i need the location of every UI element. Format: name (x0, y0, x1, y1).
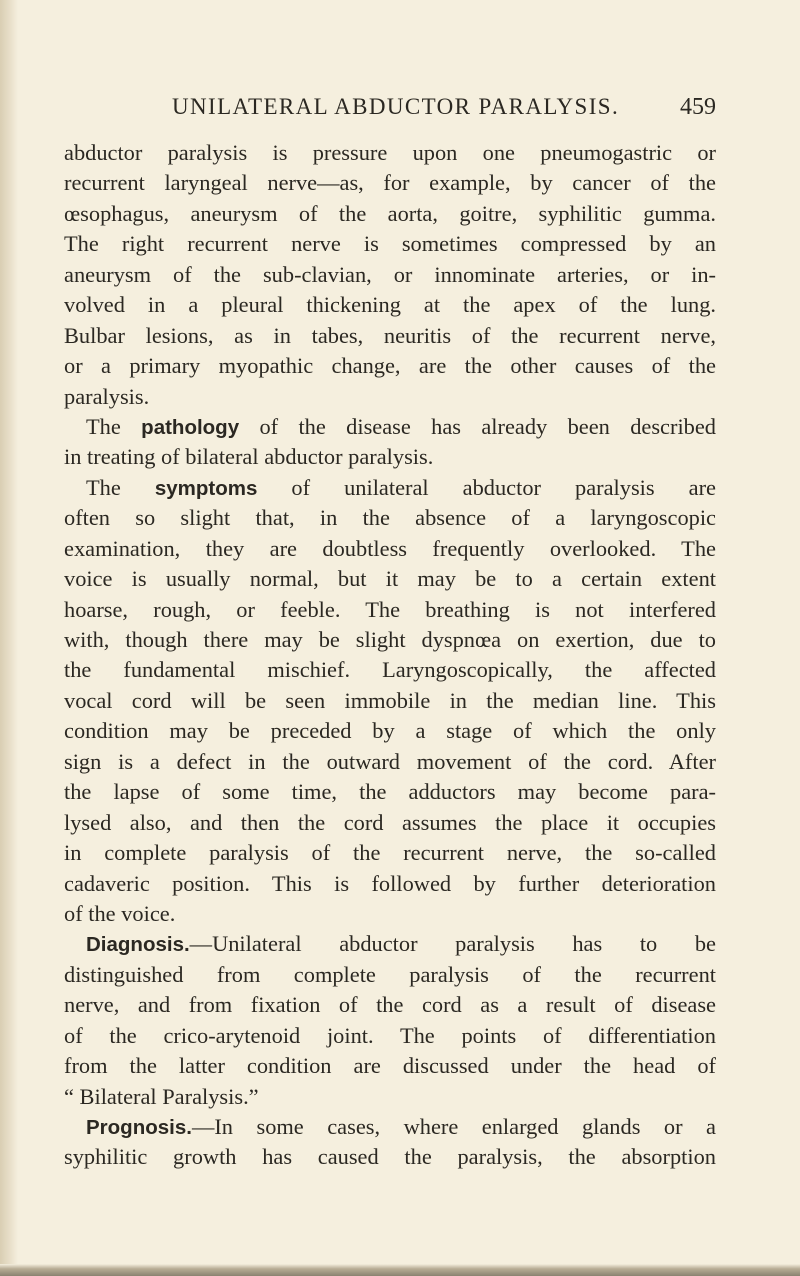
text-line: with, though there may be slight dyspnœa on exertion, due to (64, 627, 716, 652)
text-line: hoarse, rough, or feeble. The breathing is not interfered (64, 596, 716, 622)
text-line: volved in a pleural thickening at the apex of the lung. (64, 292, 716, 318)
running-header (64, 94, 716, 124)
line-rest: of the disease has already been described (239, 413, 716, 439)
text-line: cadaveric position. This is followed by further deterioration (64, 870, 716, 896)
line-rest: of unilateral abductor paralysis are (257, 474, 716, 500)
page-number: 459 (680, 94, 716, 120)
text-line: the lapse of some time, the adductors may become para- (64, 779, 716, 805)
text-line: aneurysm of the sub-clavian, or innominate arteries, or in- (64, 261, 716, 287)
text-line: the fundamental mischief. Laryngoscopically, the affected (64, 657, 716, 683)
text-line: abductor paralysis is pressure upon one pneumogastric or (64, 140, 716, 165)
text-line: of the crico-arytenoid joint. The points of differentiation (64, 1022, 716, 1048)
running-title: UNILATERAL ABDUCTOR PARALYSIS. (172, 94, 620, 119)
page-gutter-shadow (0, 0, 18, 1276)
text-line: voice is usually normal, but it may be to a certain extent (64, 566, 716, 592)
text-line: œsophagus, aneurysm of the aorta, goitre, syphilitic gumma. (64, 200, 716, 226)
page-bottom-edge (0, 1264, 800, 1276)
line-rest: —Unilateral abductor paralysis has to be (189, 931, 716, 957)
text-line: sign is a defect in the outward movement of the cord. After (64, 748, 716, 774)
term-pathology: pathology (141, 415, 240, 439)
paragraph-symptoms (64, 473, 716, 503)
text-line: or a primary myopathic change, are the other causes of the (64, 353, 716, 379)
term-diagnosis: Diagnosis. (86, 933, 190, 957)
text-line: lysed also, and then the cord assumes the place it occupies (64, 809, 716, 835)
text-line: Bulbar lesions, as in tabes, neuritis of the recurrent nerve, (64, 322, 716, 348)
text-line: often so slight that, in the absence of a laryngoscopic (64, 505, 716, 531)
text-line: distinguished from complete paralysis of the recurrent (64, 961, 716, 987)
text-line: recurrent laryngeal nerve—as, for example, by cancer of the (64, 170, 716, 196)
text-line: from the latter condition are discussed under the head of (64, 1053, 716, 1079)
paragraph-pathology (64, 412, 716, 442)
body-text (64, 138, 716, 1173)
line-rest: —In some cases, where enlarged glands or a (191, 1114, 716, 1139)
text-line: nerve, and from fixation of the cord as a result of disease (64, 992, 716, 1018)
text-line: in treating of bilateral abductor paralysis. (64, 444, 434, 470)
text-line: in complete paralysis of the recurrent nerve, the so-called (64, 840, 716, 866)
text-line: “ Bilateral Paralysis.” (64, 1083, 259, 1109)
paragraph-diagnosis (64, 929, 716, 959)
text-line: condition may be preceded by a stage of which the only (64, 718, 716, 744)
text-line: paralysis. (64, 383, 150, 409)
text-line: examination, they are doubtless frequently overlooked. The (64, 535, 716, 561)
line-lead: The (86, 413, 142, 439)
text-line: syphilitic growth has caused the paralysis, the absorption (64, 1144, 716, 1170)
term-prognosis: Prognosis. (86, 1116, 192, 1139)
term-symptoms: symptoms (154, 476, 258, 500)
line-lead: The (86, 474, 155, 500)
text-line: vocal cord will be seen immobile in the median line. This (64, 687, 716, 713)
text-line: The right recurrent nerve is sometimes compressed by an (64, 231, 716, 257)
paragraph-prognosis (64, 1112, 716, 1142)
text-line: of the voice. (64, 900, 176, 926)
